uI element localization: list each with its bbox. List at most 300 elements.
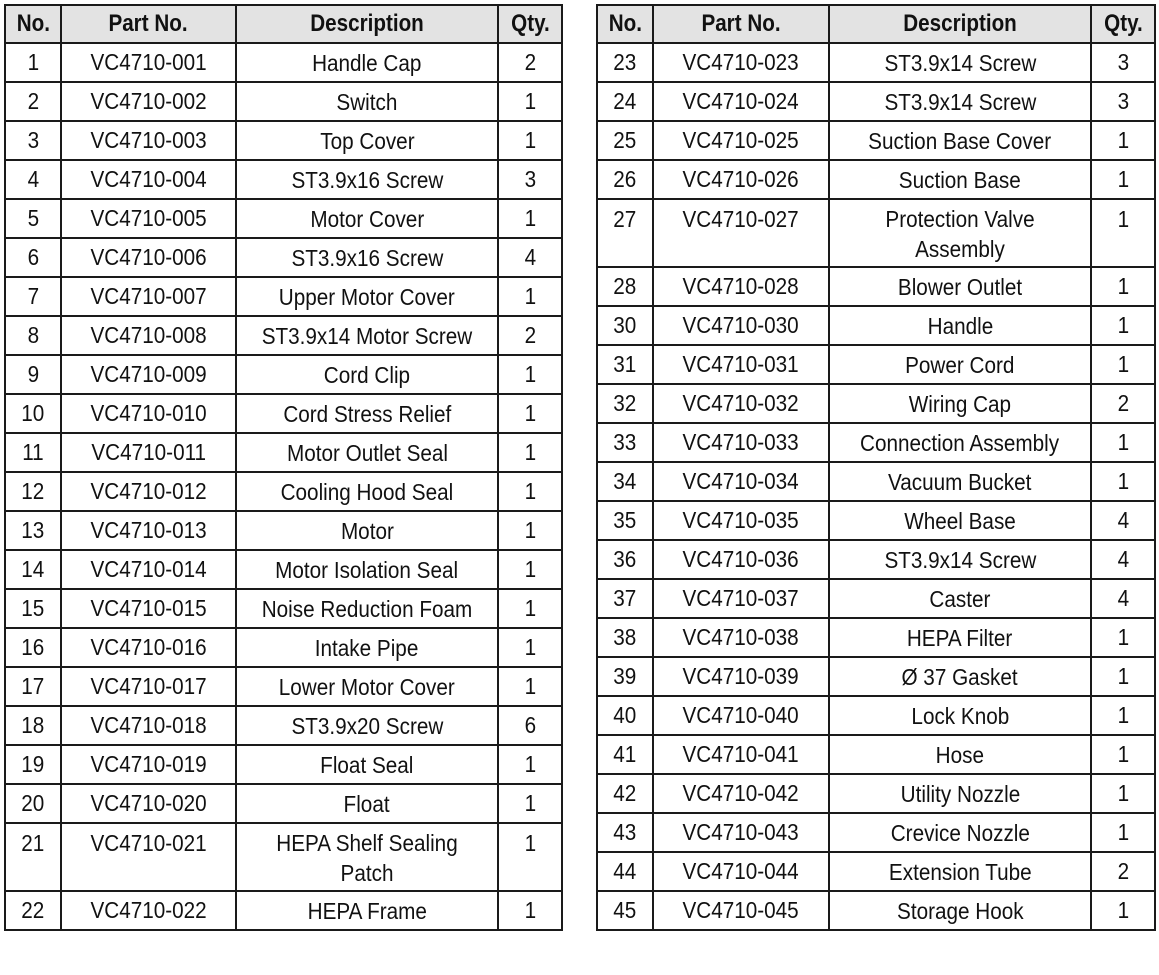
cell-description-text: ST3.9x16 Screw: [291, 244, 443, 271]
table-row: [5, 706, 562, 745]
cell-description-text: Lock Knob: [911, 702, 1009, 729]
cell-no: [597, 891, 653, 930]
cell-part-no-text: VC4710-036: [682, 546, 800, 572]
cell-description-text: ST3.9x16 Screw: [291, 166, 443, 193]
table-row: [5, 550, 562, 589]
cell-qty: [498, 433, 562, 472]
cell-description: [829, 306, 1091, 345]
table-row: [597, 306, 1155, 345]
cell-qty: [498, 550, 562, 589]
cell-no-text: 40: [613, 702, 637, 728]
cell-part-no: [61, 550, 236, 589]
header-part-no: Part No.: [653, 5, 829, 43]
cell-part-no: [61, 706, 236, 745]
cell-no: [597, 696, 653, 735]
cell-part-no: [653, 160, 829, 199]
parts-table-body: [597, 43, 1155, 930]
cell-qty-text: 3: [1117, 49, 1129, 75]
table-row: [5, 316, 562, 355]
cell-part-no: [61, 823, 236, 891]
cell-no-text: 9: [27, 361, 39, 387]
cell-no-text: 30: [613, 312, 637, 338]
cell-no-text: 8: [27, 322, 39, 348]
cell-description: [236, 628, 498, 667]
cell-part-no: [61, 589, 236, 628]
cell-description: [829, 735, 1091, 774]
cell-qty: [1091, 852, 1155, 891]
cell-description: [829, 121, 1091, 160]
cell-no-text: 14: [21, 556, 45, 582]
cell-qty: [1091, 384, 1155, 423]
table-row: [597, 891, 1155, 930]
cell-part-no-text: VC4710-006: [90, 244, 207, 270]
cell-qty-text: 1: [524, 127, 536, 153]
cell-qty-text: 1: [524, 751, 536, 777]
cell-qty: [498, 316, 562, 355]
cell-qty: [498, 628, 562, 667]
cell-description: [829, 384, 1091, 423]
cell-qty: [1091, 891, 1155, 930]
cell-part-no: [61, 394, 236, 433]
cell-qty-text: 4: [1117, 507, 1129, 533]
cell-no-text: 43: [613, 819, 637, 845]
cell-qty-text: 1: [524, 400, 536, 426]
cell-description: [829, 267, 1091, 306]
cell-qty-text: 2: [524, 49, 536, 75]
cell-qty: [498, 589, 562, 628]
cell-qty-text: 1: [1117, 819, 1129, 845]
table-row: [597, 423, 1155, 462]
table-row: [5, 823, 562, 891]
cell-part-no-text: VC4710-038: [682, 624, 800, 650]
cell-qty-text: 1: [524, 361, 536, 387]
cell-qty-text: 1: [524, 283, 536, 309]
cell-no-text: 37: [613, 585, 637, 611]
cell-part-no-text: VC4710-035: [682, 507, 800, 533]
cell-no: [597, 813, 653, 852]
cell-no: [5, 784, 61, 823]
cell-description: [236, 472, 498, 511]
cell-no-text: 27: [613, 206, 637, 232]
cell-part-no-text: VC4710-034: [682, 468, 800, 494]
cell-part-no-text: VC4710-027: [682, 206, 800, 232]
cell-qty-text: 1: [1117, 663, 1129, 689]
cell-no: [5, 277, 61, 316]
cell-part-no: [61, 82, 236, 121]
cell-qty-text: 1: [1117, 312, 1129, 338]
table-row: [597, 735, 1155, 774]
header-part-no: Part No.: [61, 5, 236, 43]
cell-part-no: [653, 423, 829, 462]
table-row: [5, 667, 562, 706]
table-row: [5, 238, 562, 277]
cell-part-no: [653, 82, 829, 121]
cell-description: [236, 316, 498, 355]
cell-part-no-text: VC4710-005: [90, 205, 207, 231]
table-row: [597, 121, 1155, 160]
cell-qty: [498, 277, 562, 316]
cell-qty-text: 1: [1117, 897, 1129, 923]
cell-part-no-text: VC4710-008: [90, 322, 207, 348]
cell-description-text: Hose: [935, 741, 985, 768]
cell-description: [829, 579, 1091, 618]
cell-qty: [1091, 121, 1155, 160]
cell-part-no: [653, 43, 829, 82]
cell-no: [597, 501, 653, 540]
cell-description: [829, 160, 1091, 199]
cell-qty: [498, 511, 562, 550]
cell-no: [597, 423, 653, 462]
cell-description: [236, 433, 498, 472]
cell-description: [236, 511, 498, 550]
header-description: Description: [236, 5, 498, 43]
cell-description: [829, 813, 1091, 852]
cell-part-no: [61, 511, 236, 550]
cell-description-text: ST3.9x14 Motor Screw: [261, 322, 473, 349]
header-no: No.: [597, 5, 653, 43]
cell-no: [5, 43, 61, 82]
cell-qty: [1091, 267, 1155, 306]
cell-description-text: Utility Nozzle: [900, 780, 1020, 807]
cell-description-text: Connection Assembly: [860, 429, 1060, 456]
table-row: [597, 462, 1155, 501]
cell-description-text: ST3.9x14 Screw: [884, 546, 1036, 573]
cell-description-text: Wheel Base: [904, 507, 1016, 534]
cell-description: [236, 891, 498, 930]
cell-qty: [1091, 306, 1155, 345]
cell-part-no: [653, 618, 829, 657]
cell-part-no-text: VC4710-009: [90, 361, 207, 387]
cell-qty: [1091, 774, 1155, 813]
cell-qty: [1091, 813, 1155, 852]
cell-no-text: 3: [27, 127, 39, 153]
cell-description-text: Top Cover: [319, 127, 415, 154]
cell-no-text: 22: [21, 897, 45, 923]
cell-no-text: 23: [613, 49, 637, 75]
cell-qty-text: 2: [524, 322, 536, 348]
cell-part-no-text: VC4710-024: [682, 88, 800, 114]
table-row: [5, 628, 562, 667]
cell-description-text: Cord Stress Relief: [283, 400, 451, 427]
cell-part-no: [653, 384, 829, 423]
cell-description-text: Cooling Hood Seal: [280, 478, 454, 505]
cell-no: [5, 82, 61, 121]
cell-part-no: [61, 121, 236, 160]
cell-no: [5, 891, 61, 930]
table-row: [5, 891, 562, 930]
cell-no: [597, 267, 653, 306]
cell-qty: [1091, 657, 1155, 696]
table-row: [5, 160, 562, 199]
cell-no: [5, 199, 61, 238]
cell-description-text: HEPA Shelf Sealing Patch: [276, 830, 458, 886]
cell-qty: [498, 472, 562, 511]
cell-description: [236, 823, 498, 891]
table-row: [5, 784, 562, 823]
cell-qty-text: 1: [524, 897, 536, 923]
cell-qty: [498, 238, 562, 277]
cell-description: [236, 199, 498, 238]
cell-description: [236, 277, 498, 316]
cell-description-text: Motor Cover: [310, 205, 424, 232]
cell-part-no-text: VC4710-025: [682, 127, 800, 153]
cell-no: [597, 774, 653, 813]
cell-description-text: HEPA Frame: [307, 897, 427, 924]
cell-part-no: [653, 696, 829, 735]
table-row: [597, 267, 1155, 306]
cell-part-no: [653, 657, 829, 696]
cell-part-no: [653, 306, 829, 345]
cell-qty: [498, 160, 562, 199]
cell-no-text: 44: [613, 858, 637, 884]
cell-qty-text: 4: [1117, 546, 1129, 572]
cell-no-text: 24: [613, 88, 637, 114]
cell-description-text: Suction Base Cover: [868, 127, 1052, 154]
cell-part-no-text: VC4710-042: [682, 780, 800, 806]
cell-no: [597, 540, 653, 579]
cell-no: [5, 745, 61, 784]
table-row: [597, 199, 1155, 267]
cell-part-no: [61, 199, 236, 238]
cell-no: [597, 462, 653, 501]
cell-qty: [1091, 735, 1155, 774]
cell-description: [829, 43, 1091, 82]
cell-part-no: [61, 238, 236, 277]
cell-qty: [498, 891, 562, 930]
cell-description: [829, 618, 1091, 657]
cell-description-text: Float: [343, 790, 391, 817]
cell-part-no-text: VC4710-002: [90, 88, 207, 114]
cell-part-no-text: VC4710-012: [90, 478, 207, 504]
cell-qty: [1091, 199, 1155, 267]
cell-no: [5, 394, 61, 433]
cell-part-no-text: VC4710-039: [682, 663, 800, 689]
cell-description-text: Motor Isolation Seal: [275, 556, 459, 583]
cell-description: [829, 199, 1091, 267]
cell-no: [597, 579, 653, 618]
cell-qty-text: 1: [524, 478, 536, 504]
cell-no-text: 12: [21, 478, 45, 504]
cell-description: [236, 238, 498, 277]
table-row: [5, 472, 562, 511]
cell-no-text: 6: [27, 244, 39, 270]
cell-no-text: 39: [613, 663, 637, 689]
cell-qty: [1091, 579, 1155, 618]
cell-qty: [498, 784, 562, 823]
cell-no-text: 17: [21, 673, 45, 699]
cell-qty-text: 4: [1117, 585, 1129, 611]
cell-part-no-text: VC4710-030: [682, 312, 800, 338]
cell-part-no: [61, 433, 236, 472]
cell-qty: [1091, 345, 1155, 384]
cell-qty: [498, 823, 562, 891]
cell-no: [597, 657, 653, 696]
header-no: No.: [5, 5, 61, 43]
cell-no-text: 11: [22, 439, 44, 465]
cell-qty: [498, 43, 562, 82]
cell-no: [5, 121, 61, 160]
cell-qty-text: 1: [524, 205, 536, 231]
table-row: [597, 657, 1155, 696]
cell-part-no-text: VC4710-023: [682, 49, 800, 75]
cell-no-text: 42: [613, 780, 637, 806]
cell-no: [5, 706, 61, 745]
cell-description-text: ST3.9x14 Screw: [884, 88, 1036, 115]
cell-qty: [498, 706, 562, 745]
cell-part-no: [61, 277, 236, 316]
cell-description: [829, 891, 1091, 930]
cell-no-text: 18: [21, 712, 45, 738]
cell-no-text: 38: [613, 624, 637, 650]
cell-part-no: [61, 160, 236, 199]
cell-qty-text: 1: [524, 830, 536, 856]
table-row: [597, 813, 1155, 852]
cell-description: [236, 394, 498, 433]
table-row: [597, 696, 1155, 735]
cell-no-text: 15: [21, 595, 45, 621]
cell-description: [829, 540, 1091, 579]
cell-qty-text: 1: [524, 88, 536, 114]
cell-description: [829, 852, 1091, 891]
cell-no-text: 5: [27, 205, 39, 231]
cell-qty-text: 2: [1117, 390, 1129, 416]
cell-no: [5, 160, 61, 199]
cell-part-no: [653, 501, 829, 540]
cell-qty: [1091, 462, 1155, 501]
cell-no-text: 34: [613, 468, 637, 494]
cell-part-no: [61, 745, 236, 784]
cell-description-text: Vacuum Bucket: [888, 468, 1032, 495]
cell-qty-text: 1: [1117, 166, 1129, 192]
cell-description-text: Upper Motor Cover: [278, 283, 456, 310]
header-qty: Qty.: [1091, 5, 1155, 43]
table-row: [597, 82, 1155, 121]
cell-description: [829, 657, 1091, 696]
table-row: [5, 394, 562, 433]
cell-qty-text: 1: [524, 673, 536, 699]
cell-qty: [1091, 82, 1155, 121]
cell-no: [5, 433, 61, 472]
cell-no-text: 19: [21, 751, 45, 777]
cell-no: [597, 121, 653, 160]
cell-part-no: [61, 667, 236, 706]
cell-no-text: 16: [21, 634, 45, 660]
table-row: [5, 277, 562, 316]
cell-no: [597, 43, 653, 82]
cell-part-no: [61, 784, 236, 823]
cell-part-no-text: VC4710-011: [91, 439, 206, 465]
cell-no-text: 33: [613, 429, 637, 455]
cell-qty: [1091, 540, 1155, 579]
cell-qty: [1091, 696, 1155, 735]
cell-qty-text: 1: [1117, 624, 1129, 650]
table-row: [5, 43, 562, 82]
cell-qty-text: 1: [1117, 206, 1129, 232]
cell-no-text: 35: [613, 507, 637, 533]
cell-description: [236, 589, 498, 628]
cell-part-no: [653, 735, 829, 774]
cell-no-text: 4: [27, 166, 39, 192]
table-row: [597, 384, 1155, 423]
cell-description: [236, 82, 498, 121]
cell-part-no: [653, 267, 829, 306]
cell-part-no-text: VC4710-003: [90, 127, 207, 153]
cell-qty-text: 1: [524, 634, 536, 660]
cell-description: [236, 43, 498, 82]
cell-qty-text: 1: [1117, 429, 1129, 455]
cell-no: [597, 82, 653, 121]
cell-no-text: 1: [27, 49, 39, 75]
cell-no: [5, 316, 61, 355]
table-row: [597, 345, 1155, 384]
table-row: [5, 511, 562, 550]
cell-part-no-text: VC4710-015: [90, 595, 207, 621]
cell-no: [597, 160, 653, 199]
cell-qty: [1091, 160, 1155, 199]
table-row: [597, 43, 1155, 82]
cell-no: [597, 306, 653, 345]
cell-part-no: [61, 628, 236, 667]
header-row: [597, 5, 1155, 43]
cell-qty: [1091, 423, 1155, 462]
cell-description: [829, 774, 1091, 813]
cell-qty-text: 6: [524, 712, 536, 738]
cell-no: [597, 852, 653, 891]
cell-no: [5, 550, 61, 589]
cell-qty-text: 2: [1117, 858, 1129, 884]
cell-part-no: [653, 121, 829, 160]
cell-qty-text: 3: [524, 166, 536, 192]
cell-description: [236, 667, 498, 706]
cell-qty: [1091, 43, 1155, 82]
cell-description: [236, 706, 498, 745]
table-row: [597, 852, 1155, 891]
cell-description-text: Handle: [927, 312, 993, 339]
cell-qty: [498, 394, 562, 433]
table-row: [5, 199, 562, 238]
cell-part-no: [653, 199, 829, 267]
cell-no-text: 36: [613, 546, 637, 572]
cell-description-text: Intake Pipe: [315, 634, 419, 661]
cell-no: [5, 628, 61, 667]
cell-description-text: Protection Valve Assembly: [885, 206, 1035, 262]
table-row: [5, 589, 562, 628]
table-row: [5, 355, 562, 394]
cell-description: [236, 745, 498, 784]
cell-description: [829, 501, 1091, 540]
cell-qty: [498, 355, 562, 394]
cell-qty: [1091, 501, 1155, 540]
cell-description-text: Wiring Cap: [908, 390, 1012, 417]
table-row: [597, 618, 1155, 657]
cell-part-no-text: VC4710-001: [90, 49, 207, 75]
cell-description: [829, 345, 1091, 384]
cell-part-no-text: VC4710-019: [90, 751, 207, 777]
cell-description-text: Suction Base: [899, 166, 1021, 193]
header-description: Description: [829, 5, 1091, 43]
cell-part-no-text: VC4710-021: [90, 830, 207, 856]
cell-part-no-text: VC4710-018: [90, 712, 207, 738]
cell-description-text: Caster: [929, 585, 991, 612]
cell-description: [236, 160, 498, 199]
cell-no: [5, 472, 61, 511]
cell-part-no: [653, 579, 829, 618]
cell-description-text: ST3.9x20 Screw: [291, 712, 443, 739]
cell-no: [5, 238, 61, 277]
cell-part-no-text: VC4710-007: [90, 283, 207, 309]
cell-no: [5, 355, 61, 394]
cell-part-no: [61, 355, 236, 394]
